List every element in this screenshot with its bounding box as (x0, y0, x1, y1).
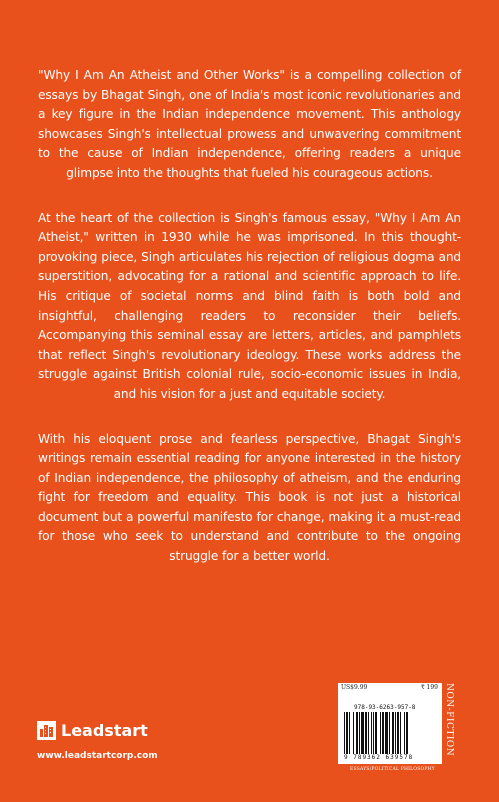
barcode-bar (353, 712, 354, 754)
barcode-bar (368, 712, 369, 754)
publisher-website: www.leadstartcorp.com (37, 751, 158, 761)
isbn-number: 978-93-6263-957-8 (354, 704, 416, 711)
barcode-bar (375, 712, 377, 754)
barcode-bar (397, 712, 399, 754)
barcode-bar (365, 712, 367, 754)
barcode-panel (338, 683, 442, 764)
barcode-bar (349, 712, 350, 754)
barcode-bar (400, 712, 401, 754)
blurb-paragraph-3: With his eloquent prose and fearless perspective, Bhagat Singh's writings remain essential reading for anyone interested in the history of Indian independence, the philosophy of atheism, and the enduring fight for freedom and equality. This book is not just a historical document but a powerful manifesto for change, making it a must-read for those who seek to understand and contribute to the ongoing struggle for a better world. (38, 431, 461, 564)
publisher-logo (37, 721, 148, 740)
barcode-bar (373, 712, 374, 754)
barcode-bar (380, 712, 381, 754)
blurb-paragraph-1: "Why I Am An Atheist and Other Works" is a compelling collection of essays by Bhagat Singh, one of India's most iconic revolutionaries and a key figure in the Indian independence movement. This anthology showcases Singh's intellectual prowess and unwavering commitment to the cause of Indian independence, offering readers a unique glimpse into the thoughts that fueled his courageous actions. (38, 68, 461, 180)
genre-label: ESSAYS/POLITICAL PHILOSOPHY (350, 767, 435, 772)
blurb-paragraph-2: At the heart of the collection is Singh's famous essay, "Why I Am An Atheist," written in 1930 while he was imprisoned. In this thought-provoking piece, Singh articulates his rejection of religious dogma and superstition, advocating for a rational and scientific approach to life. His critique of societal norms and blind faith is both bold and insightful, challenging readers to reconsider their beliefs. Accompanying this seminal essay are letters, articles, and pamphlets that reflect Singh's revolutionary ideology. These works address the struggle against British colonial rule, socio-economic issues in India, and his vision for a just and equitable society. (38, 210, 461, 401)
category-label: NON-FICTION (444, 683, 454, 757)
barcode-digits: 9 789362 639578 (344, 754, 414, 761)
barcode-bar (385, 712, 388, 754)
barcode-bar (346, 712, 348, 754)
barcode-bar (395, 712, 396, 754)
back-cover-blurb (38, 66, 461, 592)
barcode-bar (359, 712, 360, 754)
barcode-bar (392, 712, 394, 754)
publisher-name: Leadstart (61, 721, 148, 740)
barcode-bars (344, 712, 436, 754)
barcode-bar (389, 712, 390, 754)
barcode-bar (344, 712, 345, 754)
barcode-bar (361, 712, 364, 754)
barcode-bar (382, 712, 384, 754)
barcode-bar (371, 712, 372, 754)
barcode-bar (404, 712, 405, 754)
building-logo-icon (37, 721, 56, 740)
barcode-bar (406, 712, 408, 754)
price-inr: ₹ 199 (420, 684, 438, 691)
barcode-bar (356, 712, 358, 754)
price-usd: US$9.99 (341, 684, 368, 691)
